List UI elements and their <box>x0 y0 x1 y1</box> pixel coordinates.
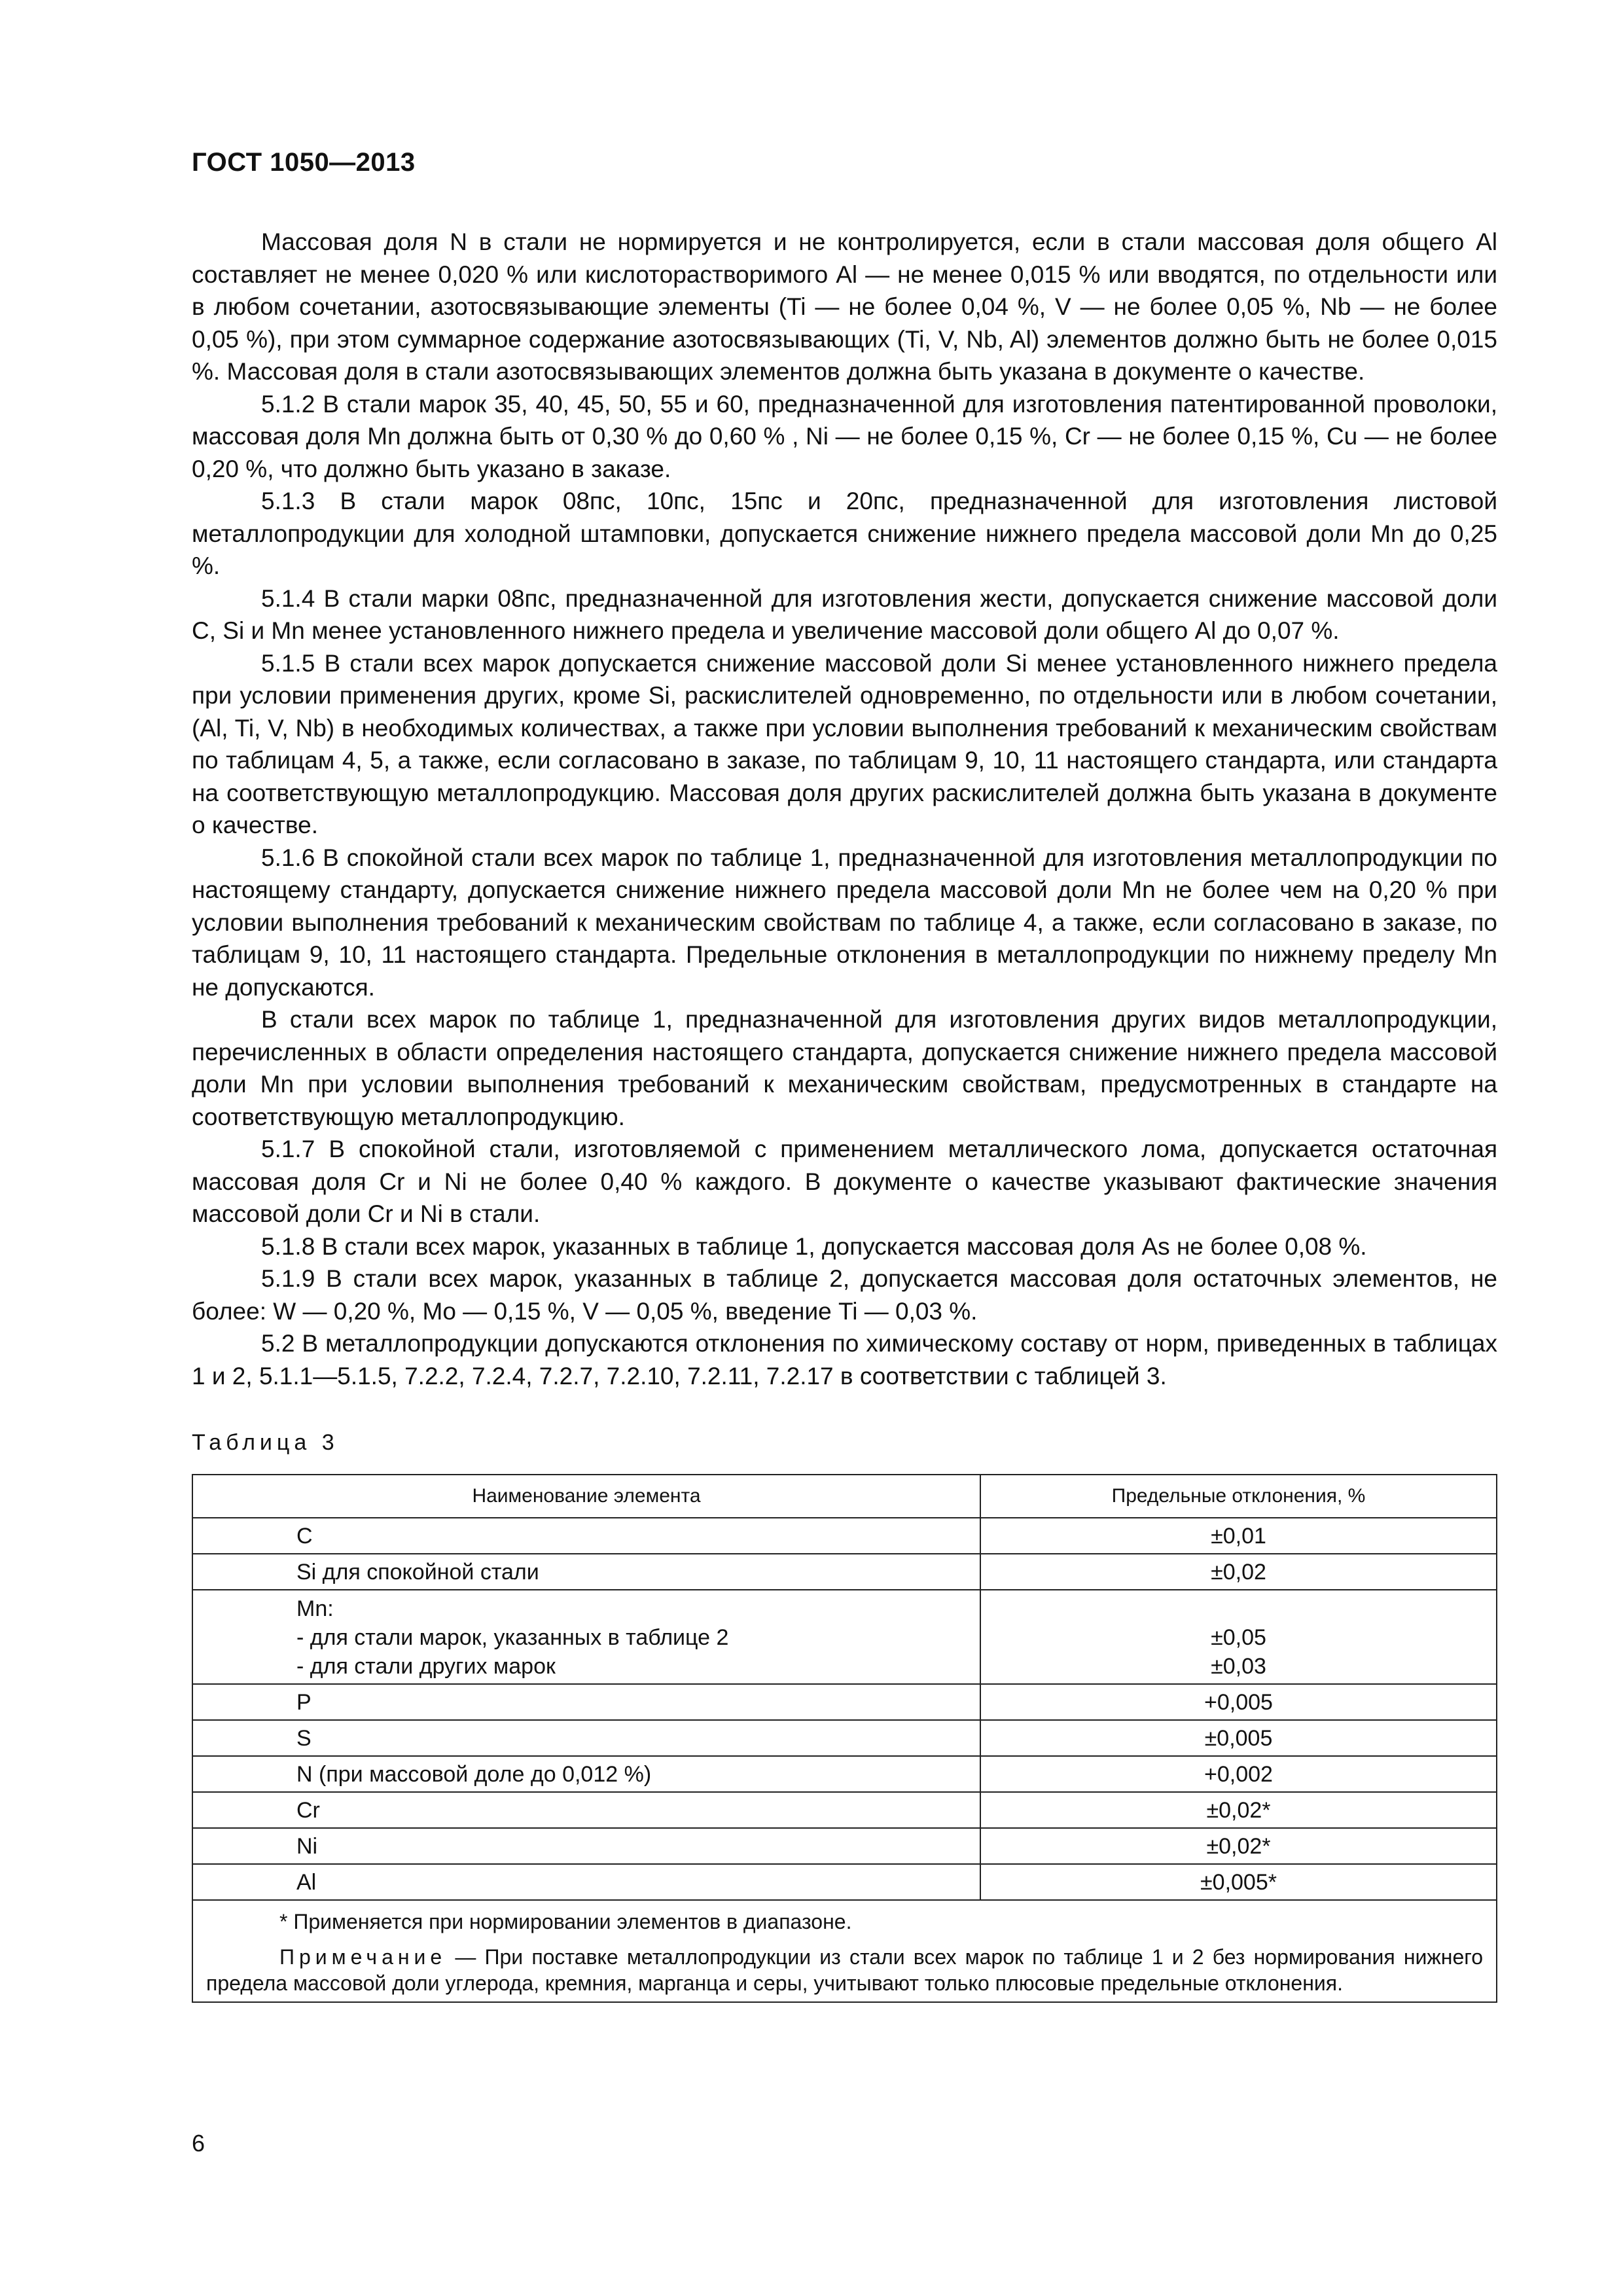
deviation-cell: ±0,01 <box>980 1518 1497 1554</box>
element-sub-item: - для стали марок, указанных в таблице 2 <box>296 1625 729 1650</box>
paragraph-5-1-8: 5.1.8 В стали всех марок, указанных в таблице 1, допускается массовая доля As не более 0,08 %. <box>261 1232 1367 1260</box>
element-sub-item: - для стали других марок <box>296 1654 556 1679</box>
table-row <box>192 1864 1497 1900</box>
deviation-table <box>192 1474 1497 2003</box>
element-cell: S <box>192 1720 980 1756</box>
element-cell: Ni <box>192 1828 980 1864</box>
deviation-value: ±0,03 <box>1211 1654 1266 1679</box>
table-note-cell <box>192 1900 1497 2002</box>
page-number: 6 <box>192 2130 205 2157</box>
element-cell: Cr <box>192 1792 980 1828</box>
element-name: Mn: <box>296 1596 334 1621</box>
deviation-cell: +0,002 <box>980 1756 1497 1792</box>
element-cell: Al <box>192 1864 980 1900</box>
table-row <box>192 1684 1497 1720</box>
table-note <box>206 1944 1483 1996</box>
paragraph-5-1-6: 5.1.6 В спокойной стали всех марок по таблице 1, предназначенной для изготовления металлопродукции по настоящему стандарту, допускается снижение нижнего предела массовой доли Mn не более чем на 0,20 % при условии выполнения требований к механическим свойствам по таблице 4, а также, если согласовано в заказе, по таблицам 9, 10, 11 настоящего стандарта. Предельные отклонения в металлопродукции по нижнему пределу Mn не допускаются. <box>192 844 1497 1001</box>
column-header-deviation: Предельные отклонения, % <box>980 1475 1497 1518</box>
table-row <box>192 1828 1497 1864</box>
paragraph-5-1-2: 5.1.2 В стали марок 35, 40, 45, 50, 55 и 60, предназначенной для изготовления патентированной проволоки, массовая доля Mn должна быть от 0,30 % до 0,60 % , Ni — не более 0,15 %, Cr — не более 0,15 %, Cu — не более 0,20 %, что должно быть указано в заказе. <box>192 390 1497 482</box>
body-text <box>192 226 1497 1392</box>
table-footnote: * Применяется при нормировании элементов в диапазоне. <box>279 1910 852 1933</box>
table-caption: Таблица 3 <box>192 1430 339 1455</box>
deviation-cell: ±0,02* <box>980 1792 1497 1828</box>
element-cell <box>192 1590 980 1684</box>
paragraph-5-1-4: 5.1.4 В стали марки 08пс, предназначенной для изготовления жести, допускается снижение массовой доли C, Si и Mn менее установленного нижнего предела и увеличение массовой доли общего Al до 0,07 %. <box>192 584 1497 644</box>
deviation-value: ±0,05 <box>1211 1625 1266 1650</box>
paragraph-5-2: 5.2 В металлопродукции допускаются отклонения по химическому составу от норм, приведенных в таблицах 1 и 2, 5.1.1—5.1.5, 7.2.2, 7.2.4, 7.2.7, 7.2.10, 7.2.11, 7.2.17 в соответствии с таблицей 3. <box>192 1330 1497 1390</box>
deviation-cell: +0,005 <box>980 1684 1497 1720</box>
element-cell: C <box>192 1518 980 1554</box>
note-label: Примечание <box>279 1945 447 1969</box>
paragraph-5-1-3: 5.1.3 В стали марок 08пс, 10пс, 15пс и 20пс, предназначенной для изготовления листовой металлопродукции для холодной штамповки, допускается снижение нижнего предела массовой доли Mn до 0,25 %. <box>192 488 1497 579</box>
element-cell: Si для спокойной стали <box>192 1554 980 1590</box>
deviation-cell: ±0,02* <box>980 1828 1497 1864</box>
element-cell: N (при массовой доле до 0,012 %) <box>192 1756 980 1792</box>
table-row <box>192 1720 1497 1756</box>
element-cell: P <box>192 1684 980 1720</box>
table-header-row <box>192 1475 1497 1518</box>
paragraph-5-1-9: 5.1.9 В стали всех марок, указанных в таблице 2, допускается массовая доля остаточных элементов, не более: W — 0,20 %, Mo — 0,15 %, V — 0,05 %, введение Ti — 0,03 %. <box>192 1265 1497 1325</box>
paragraph-nitrogen: Массовая доля N в стали не нормируется и не контролируется, если в стали массовая доля общего Al составляет не менее 0,020 % или кислоторастворимого Al — не менее 0,015 % или вводятся, по отдельности или в любом сочетании, азотосвязывающие элементы (Ti — не более 0,04 %, V — не более 0,05 %, Nb — не более 0,05 %), при этом суммарное содержание азотосвязывающих (Ti, V, Nb, Al) элементов должно быть не более 0,015 %. Массовая доля в стали азотосвязывающих элементов должна быть указана в документе о качестве. <box>192 228 1497 385</box>
deviation-cell <box>980 1590 1497 1684</box>
deviation-cell: ±0,005* <box>980 1864 1497 1900</box>
paragraph-5-1-6-cont: В стали всех марок по таблице 1, предназначенной для изготовления других видов металлопродукции, перечисленных в области определения настоящего стандарта, допускается снижение нижнего предела массовой доли Mn при условии выполнения требований к механическим свойствам, предусмотренных в стандарте на соответствующую металлопродукцию. <box>192 1006 1497 1130</box>
table-row <box>192 1756 1497 1792</box>
document-header: ГОСТ 1050—2013 <box>192 148 416 177</box>
column-header-element: Наименование элемента <box>192 1475 980 1518</box>
deviation-cell: ±0,005 <box>980 1720 1497 1756</box>
table-row-manganese <box>192 1590 1497 1684</box>
paragraph-5-1-7: 5.1.7 В спокойной стали, изготовляемой с применением металлического лома, допускается остаточная массовая доля Cr и Ni не более 0,40 % каждого. В документе о качестве указывают фактические значения массовой доли Cr и Ni в стали. <box>192 1136 1497 1227</box>
table-row <box>192 1792 1497 1828</box>
table-note-row <box>192 1900 1497 2002</box>
table-row <box>192 1554 1497 1590</box>
deviation-cell: ±0,02 <box>980 1554 1497 1590</box>
paragraph-5-1-5: 5.1.5 В стали всех марок допускается снижение массовой доли Si менее установленного нижнего предела при условии применения других, кроме Si, раскислителей одновременно, по отдельности или в любом сочетании, (Al, Ti, V, Nb) в необходимых количествах, а также при условии выполнения требований к механическим свойствам по таблицам 4, 5, а также, если согласовано в заказе, по таблицам 9, 10, 11 настоящего стандарта, или стандарта на соответствующую металлопродукцию. Массовая доля других раскислителей должна быть указана в документе о качестве. <box>192 649 1497 838</box>
note-body: — При поставке металлопродукции из стали всех марок по таблице 1 и 2 без нормирования нижнего предела массовой доли углерода, кремния, марганца и серы, учитывают только плюсовые предельные отклонения. <box>206 1945 1483 1995</box>
table-row <box>192 1518 1497 1554</box>
